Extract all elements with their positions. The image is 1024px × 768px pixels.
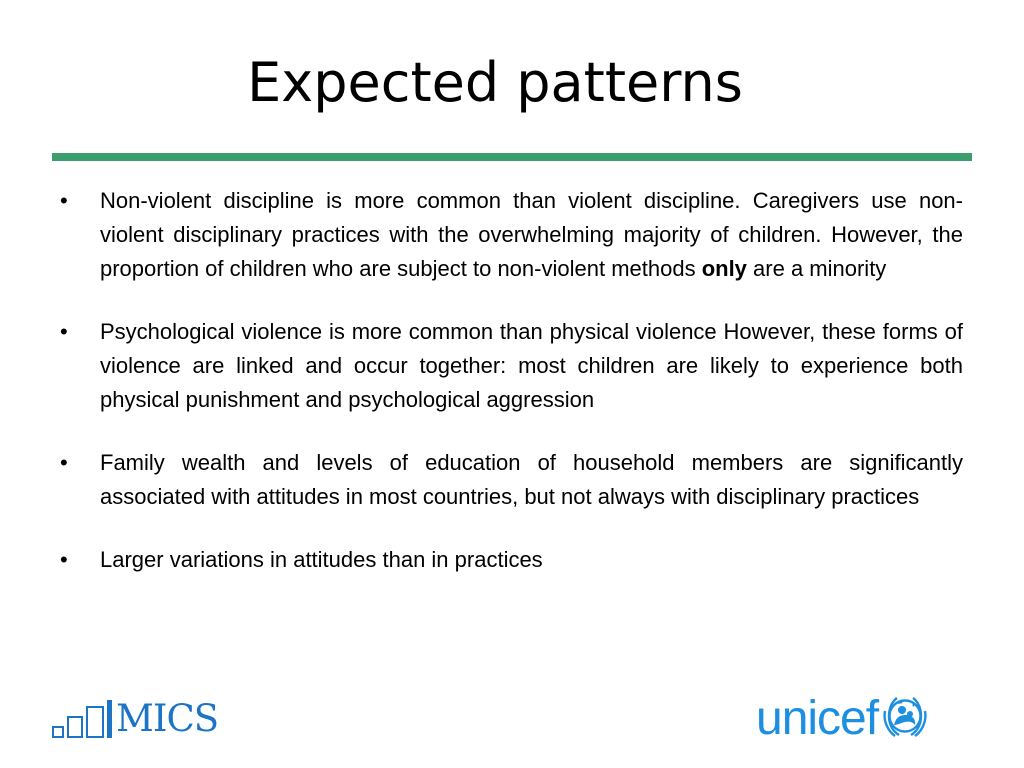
unicef-logo [756,694,930,744]
bullet-dot: • [60,547,68,572]
bullet-emphasis: only [701,256,747,281]
mics-bar-small [52,726,64,738]
bullet-item [60,315,963,417]
mics-logo-text: MICS [116,697,219,740]
mics-bar-medium [67,716,83,738]
bullet-item [60,446,963,514]
bullet-text: Psychological violence is more common than physical violence However, these forms of violence are linked and occur together: most children are likely to experience both physical punishment and psychological aggression [100,319,963,412]
bullet-dot: • [60,319,68,344]
bullet-text-end: are a minority [746,256,887,281]
bullet-text: Larger variations in attitudes than in practices [100,547,543,572]
bullet-item [60,184,963,286]
mics-logo [52,698,218,738]
bullet-list [60,184,963,606]
bullet-text: Family wealth and levels of education of household members are significantly associated with attitudes in most countries, but not always with disciplinary practices [100,450,963,509]
bar-chart-icon [52,700,112,738]
title-divider [52,153,972,161]
unicef-globe-emblem-icon [880,691,930,741]
mics-bar-tall [107,700,112,738]
bullet-dot: • [60,450,68,475]
unicef-logo-text: unicef [756,692,879,745]
bullet-dot: • [60,188,68,213]
bullet-text: Non-violent discipline is more common than violent discipline. Caregivers use non-violent disciplinary practices with the overwhelming majority of children. However, the proportion of children who are subject to non-violent methods [100,188,963,281]
slide-title: Expected patterns [247,51,743,114]
mics-bar-large [86,706,104,738]
bullet-item [60,543,963,577]
